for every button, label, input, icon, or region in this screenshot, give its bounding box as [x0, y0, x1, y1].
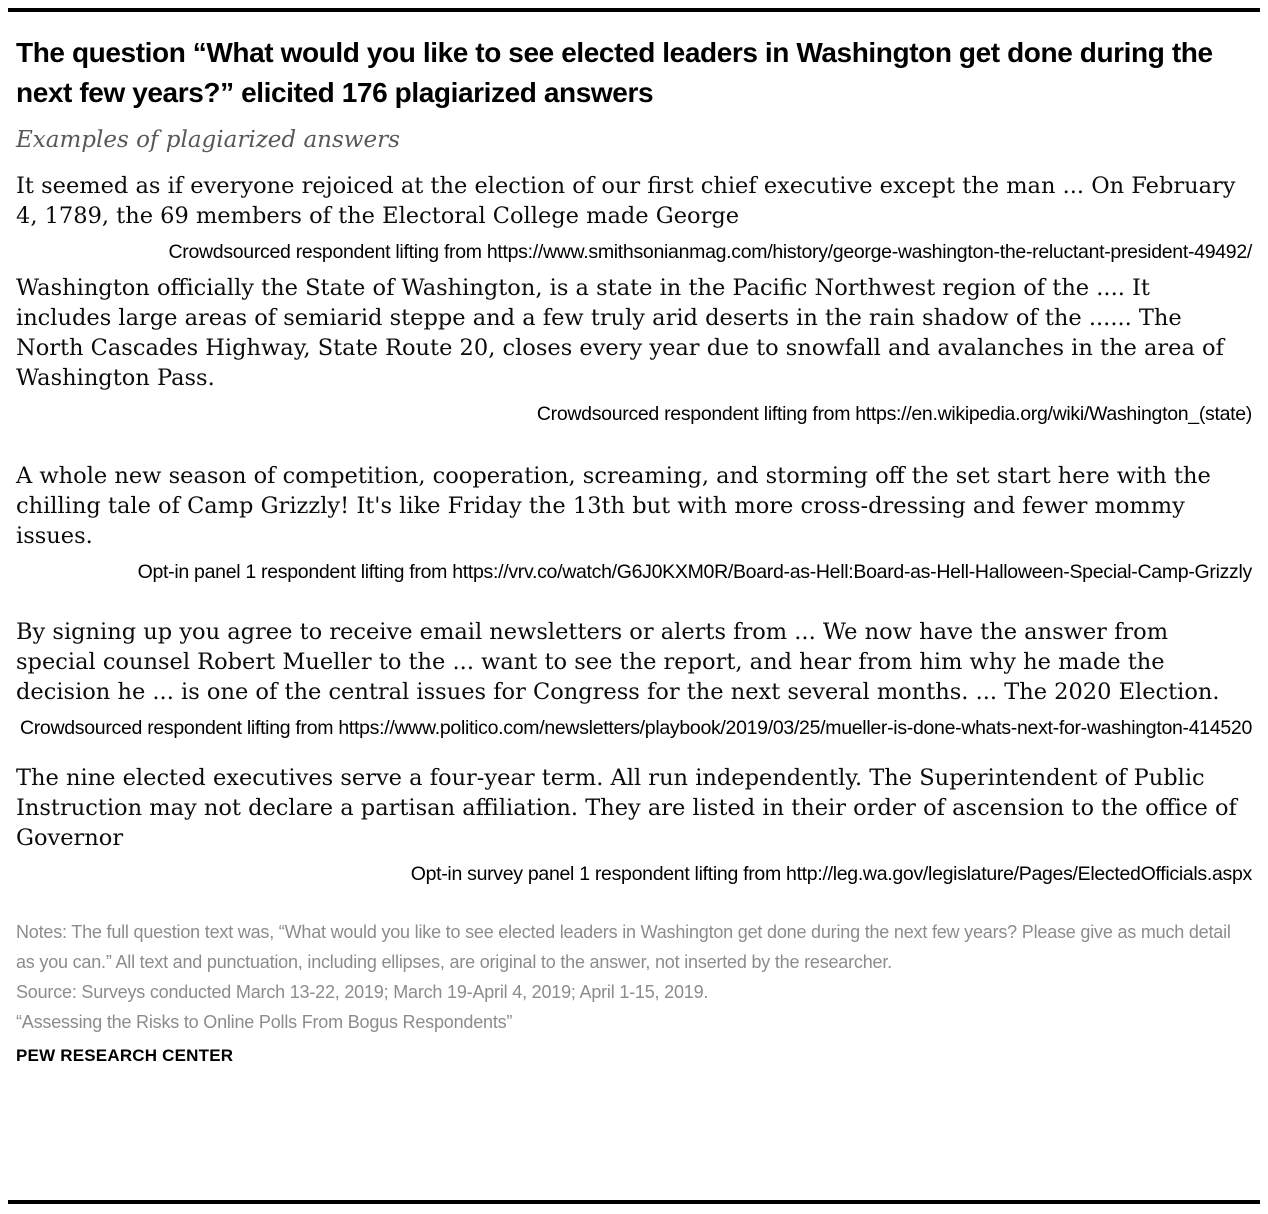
example-block — [16, 763, 1252, 887]
quote-text: Washington officially the State of Washington, is a state in the Pacific Northwest region of the .... It includes large areas of semiarid steppe and a few truly arid deserts in the rain shadow of the ...... The North Cascades Highway, State Route 20, closes every year due to snowfall and avalanches in the area of Washington Pass. — [16, 275, 1224, 391]
page-title: The question “What would you like to see elected leaders in Washington get done during the next few years?” elicited 176 plagiarized answers — [16, 37, 1213, 108]
example-block — [16, 617, 1252, 741]
example-block — [16, 273, 1252, 427]
quote-text: It seemed as if everyone rejoiced at the election of our first chief executive except the man ... On February 4, 1789, the 69 members of the Electoral College made George — [16, 173, 1236, 229]
quote-text: A whole new season of competition, cooperation, screaming, and storming off the set start here with the chilling tale of Camp Grizzly! It's like Friday the 13th but with more cross-dressing and fewer mommy issues. — [16, 463, 1211, 549]
attribution-text: Crowdsourced respondent lifting from https://www.politico.com/newsletters/playbook/2019/03/25/mueller-is-done-whats-next-for-washington-414520 — [19, 717, 1252, 739]
example-block — [16, 171, 1252, 265]
figure-content — [16, 12, 1252, 1067]
notes-line: Notes: The full question text was, “What would you like to see elected leaders in Washington get done during the next few years? Please give as much detail as you can.” All text and punctuation, including ellipses, are original to the answer, not inserted by the researcher. — [16, 922, 1231, 972]
attribution-text: Opt-in panel 1 respondent lifting from https://vrv.co/watch/G6J0KXM0R/Board-as-Hell:Board-as-Hell-Halloween-Special-Camp-Grizzly — [137, 561, 1252, 583]
brand-footer: PEW RESEARCH CENTER — [16, 1046, 234, 1065]
attribution-text: Crowdsourced respondent lifting from https://en.wikipedia.org/wiki/Washington_(state) — [536, 403, 1252, 425]
quote-text: The nine elected executives serve a four-year term. All run independently. The Superintendent of Public Instruction may not declare a partisan affiliation. They are listed in their order of ascension to the office of Governor — [16, 765, 1237, 851]
notes-section — [16, 917, 1252, 1037]
attribution-text: Opt-in survey panel 1 respondent lifting from http://leg.wa.gov/legislature/Pages/ElectedOfficials.aspx — [410, 863, 1252, 885]
attribution-text: Crowdsourced respondent lifting from https://www.smithsonianmag.com/history/george-washington-the-reluctant-president-49492/ — [168, 241, 1252, 263]
quote-text: By signing up you agree to receive email newsletters or alerts from ... We now have the answer from special counsel Robert Mueller to the ... want to see the report, and hear from him why he made the decision he ... is one of the central issues for Congress for the next several months. ... The 2020 Election. — [16, 619, 1220, 705]
bottom-rule — [8, 1200, 1260, 1204]
page-subtitle: Examples of plagiarized answers — [16, 127, 400, 153]
report-title-line: “Assessing the Risks to Online Polls From Bogus Respondents” — [16, 1012, 513, 1032]
examples-list — [16, 171, 1252, 887]
source-line: Source: Surveys conducted March 13-22, 2019; March 19-April 4, 2019; April 1-15, 2019. — [16, 982, 709, 1002]
example-block — [16, 461, 1252, 585]
